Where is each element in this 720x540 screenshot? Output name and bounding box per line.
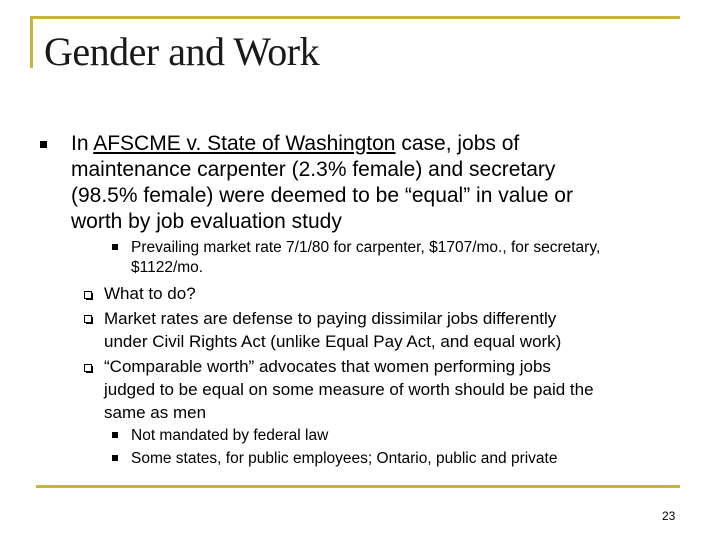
bullet-1-line-2: maintenance carpenter (2.3% female) and secretary bbox=[71, 158, 556, 181]
square-bullet-icon bbox=[112, 455, 118, 461]
level2-item-3-line-1: “Comparable worth” advocates that women performing jobs bbox=[104, 357, 551, 376]
hollow-square-bullet-icon bbox=[84, 364, 92, 372]
bullet-1-line-1 bbox=[71, 130, 519, 158]
square-bullet-icon bbox=[112, 432, 118, 438]
level2-item-1-line-1: What to do? bbox=[104, 284, 196, 303]
page-number: 23 bbox=[662, 509, 676, 523]
title-rule-vertical bbox=[30, 16, 33, 68]
level3-item-2: Some states, for public employees; Ontario, public and private bbox=[131, 450, 558, 467]
sub-bullet-1-line-1: Prevailing market rate 7/1/80 for carpenter, $1707/mo., for secretary, bbox=[131, 239, 601, 256]
bullet-1-line-4: worth by job evaluation study bbox=[71, 210, 342, 233]
level2-item-3-line-3: same as men bbox=[104, 403, 207, 422]
level3-item-1: Not mandated by federal law bbox=[131, 427, 329, 444]
square-bullet-icon bbox=[112, 244, 118, 250]
hollow-square-bullet-icon bbox=[84, 291, 92, 299]
bullet-1-prefix: In bbox=[71, 132, 94, 155]
hollow-square-bullet-icon bbox=[84, 315, 92, 323]
sub-bullet-1-line-2: $1122/mo. bbox=[131, 259, 204, 276]
square-bullet-icon bbox=[40, 141, 47, 148]
level2-item-3-line-2: judged to be equal on some measure of worth should be paid the bbox=[104, 380, 594, 399]
level2-item-2-line-1: Market rates are defense to paying dissimilar jobs differently bbox=[104, 309, 557, 328]
level2-item-2-line-2: under Civil Rights Act (unlike Equal Pay Act, and equal work) bbox=[104, 332, 562, 351]
case-name-link[interactable]: AFSCME v. State of Washington bbox=[93, 132, 396, 155]
bullet-1-suffix: case, jobs of bbox=[395, 132, 520, 155]
title-rule-top bbox=[30, 16, 680, 19]
bullet-1-line-3: (98.5% female) were deemed to be “equal” in value or bbox=[71, 184, 573, 207]
slide-title: Gender and Work bbox=[44, 29, 320, 74]
footer-rule bbox=[36, 485, 680, 488]
